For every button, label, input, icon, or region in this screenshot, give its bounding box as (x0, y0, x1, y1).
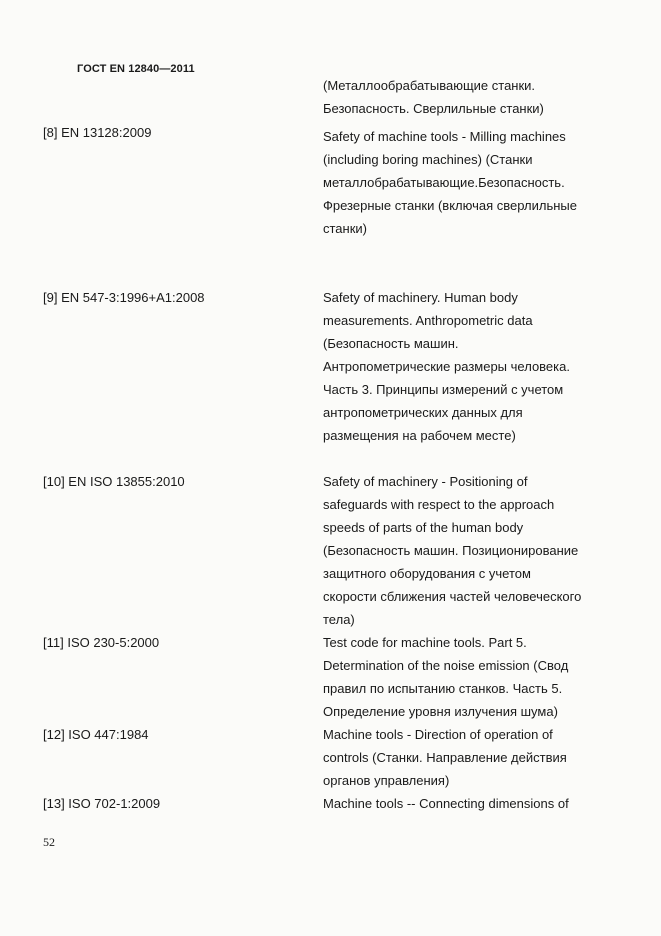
continued-line-1 (323, 74, 591, 97)
description-line: правил по испытанию станков. Часть 5. (323, 681, 563, 696)
reference-description-11 (323, 631, 623, 723)
description-line: Антропометрические размеры человека. (323, 359, 570, 374)
description-line: controls (Станки. Направление действия (323, 750, 567, 765)
description-line: (Безопасность машин. Позиционирование (323, 543, 579, 558)
description-line: measurements. Anthropometric data (323, 313, 533, 328)
continued-line-2: Безопасность. Сверлильные станки) (323, 101, 544, 116)
description-line: тела) (323, 612, 355, 627)
page-number: 52 (43, 835, 55, 849)
description-line: Safety of machinery - Positioning of (323, 474, 528, 489)
reference-label-13: [13] ISO 702-1:2009 (43, 796, 161, 811)
description-line: Часть 3. Принципы измерений с учетом (323, 382, 564, 397)
description-line: размещения на рабочем месте) (323, 428, 516, 443)
reference-label-12: [12] ISO 447:1984 (43, 727, 149, 742)
description-line: Safety of machine tools - Milling machines (323, 129, 566, 144)
reference-label-8: [8] EN 13128:2009 (43, 125, 152, 140)
reference-description-8 (323, 125, 623, 240)
reference-label-10: [10] EN ISO 13855:2010 (43, 474, 185, 489)
continued-line-1-left: (Металлообрабатывающие (323, 78, 489, 93)
reference-label-11: [11] ISO 230-5:2000 (43, 635, 160, 650)
description-line: антропометрических данных для (323, 405, 523, 420)
description-line: скорости сближения частей человеческого (323, 589, 582, 604)
description-line: (including boring machines) (Станки (323, 152, 533, 167)
description-line: Фрезерные станки (включая сверлильные (323, 198, 577, 213)
description-line: safeguards with respect to the approach (323, 497, 555, 512)
description-line: металлобрабатывающие.Безопасность. (323, 175, 565, 190)
description-line: органов управления) (323, 773, 450, 788)
description-line: Test code for machine tools. Part 5. (323, 635, 527, 650)
description-line: Machine tools - Direction of operation of (323, 727, 553, 742)
reference-description-12 (323, 723, 623, 792)
description-line: Определение уровня излучения шума) (323, 704, 558, 719)
description-line: (Безопасность машин. (323, 336, 459, 351)
reference-label-9: [9] EN 547-3:1996+A1:2008 (43, 290, 205, 305)
description-line: Safety of machinery. Human body (323, 290, 518, 305)
description-line: станки) (323, 221, 367, 236)
reference-description-9 (323, 286, 623, 447)
description-line: speeds of parts of the human body (323, 520, 524, 535)
description-line: Determination of the noise emission (Свод (323, 658, 569, 673)
continued-reference-description (323, 74, 623, 120)
continued-line-1-right: станки. (491, 78, 536, 93)
description-line: Machine tools -- Connecting dimensions of (323, 796, 569, 811)
description-line: защитного оборудования с учетом (323, 566, 531, 581)
document-header: ГОСТ EN 12840—2011 (77, 63, 195, 75)
reference-description-13 (323, 792, 623, 815)
reference-description-10 (323, 470, 623, 631)
